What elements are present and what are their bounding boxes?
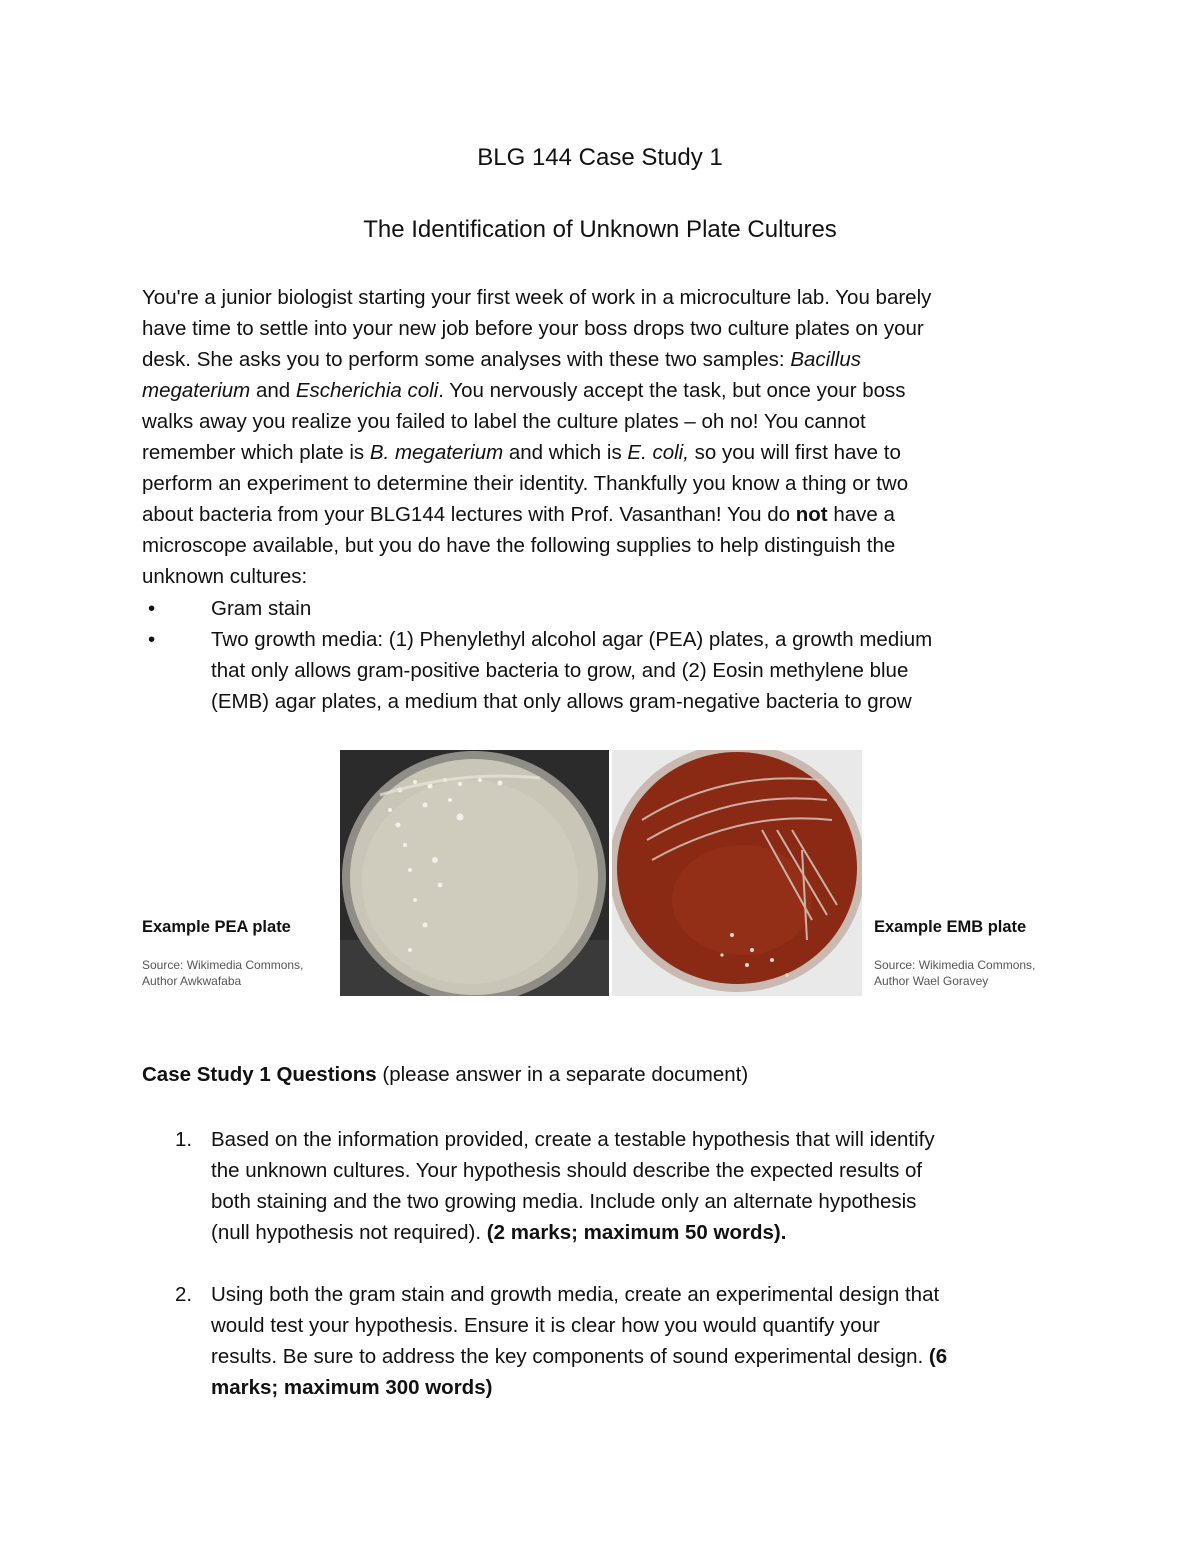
document-subtitle: The Identification of Unknown Plate Cultures xyxy=(363,216,837,243)
question-line: Based on the information provided, create a testable hypothesis that will identify xyxy=(211,1128,935,1151)
intro-line: perform an experiment to determine their identity. Thankfully you know a thing or two xyxy=(142,472,909,495)
questions-heading-note: (please answer in a separate document) xyxy=(376,1063,749,1086)
species-name: megaterium xyxy=(142,379,251,402)
question-number: 2. xyxy=(175,1283,193,1306)
emphasis-text: not xyxy=(795,503,828,526)
question-line: would test your hypothesis. Ensure it is clear how you would quantify your xyxy=(211,1314,880,1337)
source-line: Source: Wikimedia Commons, xyxy=(874,958,1036,972)
pea-plate-source xyxy=(142,957,303,989)
question-number: 1. xyxy=(175,1128,193,1151)
supplies-list xyxy=(142,593,1067,717)
bullet-icon: • xyxy=(148,597,156,620)
questions-heading xyxy=(142,1063,748,1087)
list-item-text: (EMB) agar plates, a medium that only allows gram-negative bacteria to grow xyxy=(211,690,912,713)
intro-text: . You nervously accept the task, but once your boss xyxy=(438,379,906,402)
intro-text: so you will first have to xyxy=(688,441,901,464)
question-item xyxy=(142,1124,1067,1248)
intro-line: walks away you realize you failed to label the culture plates – oh no! You cannot xyxy=(142,410,866,433)
pea-plate-caption: Example PEA plate xyxy=(142,918,291,936)
emb-plate-illustration xyxy=(612,750,862,996)
intro-line: You're a junior biologist starting your first week of work in a microculture lab. You barely xyxy=(142,286,932,309)
species-name: B. megaterium xyxy=(369,441,504,464)
intro-text: and xyxy=(250,379,296,402)
question-line: Using both the gram stain and growth media, create an experimental design that xyxy=(211,1283,940,1306)
intro-line xyxy=(142,375,1067,406)
marks-note: (6 xyxy=(928,1345,948,1368)
list-item xyxy=(142,624,1067,717)
pea-plate-illustration xyxy=(340,750,609,996)
source-line: Author Wael Goravey xyxy=(874,974,989,988)
question-line xyxy=(211,1341,1067,1372)
intro-line xyxy=(142,499,1067,530)
document-title: BLG 144 Case Study 1 xyxy=(477,144,723,171)
question-text xyxy=(211,1279,1067,1403)
question-line: both staining and the two growing media. Include only an alternate hypothesis xyxy=(211,1190,917,1213)
question-line xyxy=(211,1217,1067,1248)
question-item xyxy=(142,1279,1067,1403)
species-name: Bacillus xyxy=(790,348,861,371)
intro-line: microscope available, but you do have the following supplies to help distinguish the xyxy=(142,534,896,557)
list-item-text: Gram stain xyxy=(211,597,312,620)
source-line: Author Awkwafaba xyxy=(142,974,242,988)
question-line xyxy=(211,1372,1067,1403)
list-item xyxy=(142,593,1067,624)
intro-text: have a xyxy=(827,503,895,526)
bullet-icon: • xyxy=(148,628,156,651)
question-text xyxy=(211,1124,1067,1248)
species-name: Escherichia coli xyxy=(295,379,439,402)
species-name: E. coli, xyxy=(627,441,689,464)
intro-line: unknown cultures: xyxy=(142,565,308,588)
intro-text: and which is xyxy=(503,441,628,464)
question-line: the unknown cultures. Your hypothesis should describe the expected results of xyxy=(211,1159,923,1182)
emb-plate-source xyxy=(874,957,1035,989)
list-item-text: Two growth media: (1) Phenylethyl alcohol agar (PEA) plates, a growth medium xyxy=(211,628,933,651)
intro-paragraph xyxy=(142,282,1067,592)
marks-note: (2 marks; maximum 50 words). xyxy=(486,1221,787,1244)
list-item-text: that only allows gram-positive bacteria to grow, and (2) Eosin methylene blue xyxy=(211,659,909,682)
intro-text: remember which plate is xyxy=(142,441,370,464)
intro-line xyxy=(142,437,1067,468)
emb-plate-image xyxy=(612,750,862,996)
question-text-part: (null hypothesis not required). xyxy=(211,1221,487,1244)
marks-note: marks; maximum 300 words) xyxy=(211,1376,493,1399)
question-text-part: results. Be sure to address the key components of sound experimental design. xyxy=(211,1345,929,1368)
emb-plate-caption: Example EMB plate xyxy=(874,918,1027,936)
intro-line: have time to settle into your new job before your boss drops two culture plates on your xyxy=(142,317,924,340)
intro-text: about bacteria from your BLG144 lectures with Prof. Vasanthan! You do xyxy=(142,503,796,526)
questions-heading-bold: Case Study 1 Questions xyxy=(142,1063,377,1086)
source-line: Source: Wikimedia Commons, xyxy=(142,958,304,972)
intro-line xyxy=(142,344,1067,375)
intro-text: desk. She asks you to perform some analyses with these two samples: xyxy=(142,348,791,371)
pea-plate-image xyxy=(340,750,609,996)
